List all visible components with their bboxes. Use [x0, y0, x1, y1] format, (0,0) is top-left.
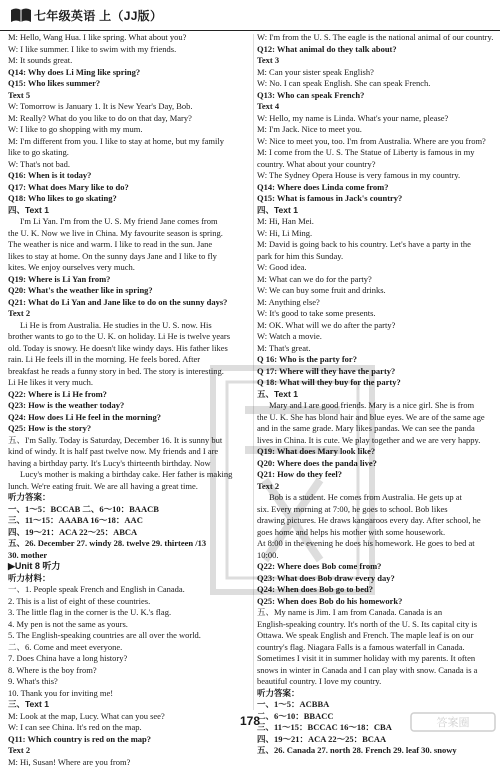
left-line: breakfast he reads a funny story in bed. The story is interesting.	[8, 366, 251, 378]
right-line: Q23: What does Bob draw every day?	[257, 573, 495, 585]
left-line: 7. Does China have a long history?	[8, 653, 251, 665]
left-line: Q22: Where is Li He from?	[8, 389, 251, 401]
right-line: drawing pictures. He draws kangaroos every day. After school, he	[257, 515, 495, 527]
right-line: M: Hi, Han Mei.	[257, 216, 495, 228]
right-line: beautiful country. I love my country.	[257, 676, 495, 688]
right-line: M: I come from the U. S. The Statue of Liberty is famous in my	[257, 147, 495, 159]
right-line: Q 18: What will they buy for the party?	[257, 377, 495, 389]
left-line: Lucy's mother is making a birthday cake. Her father is making	[8, 469, 251, 481]
left-column	[8, 32, 251, 768]
right-line: park for him this Sunday.	[257, 251, 495, 263]
page-number: 178	[0, 714, 500, 728]
left-line: Li He is from Australia. He studies in the U. S. now. His	[8, 320, 251, 332]
right-line: 听力答案：	[257, 688, 495, 700]
right-line: Text 2	[257, 481, 495, 493]
right-line: At 8:00 in the evening he does his homework. He goes to bed at	[257, 538, 495, 550]
right-line: M: David is going back to his country. Let's have a party in the	[257, 239, 495, 251]
left-line: Q23: How is the weather today?	[8, 400, 251, 412]
right-line: W: The Sydney Opera House is very famous in my country.	[257, 170, 495, 182]
left-line: Text 2	[8, 745, 251, 757]
right-line: Ottawa. We speak English and French. The maple leaf is on our	[257, 630, 495, 642]
right-line: Q20: Where does the panda live?	[257, 458, 495, 470]
left-line: 8. Where is the boy from?	[8, 665, 251, 677]
right-line: 10:00.	[257, 550, 495, 562]
left-line: W: That's not bad.	[8, 159, 251, 171]
column-divider	[253, 34, 254, 710]
left-line: 10. Thank you for inviting me!	[8, 688, 251, 700]
right-line: W: Watch a movie.	[257, 331, 495, 343]
right-line: M: What can we do for the party?	[257, 274, 495, 286]
left-line: Text 2	[8, 308, 251, 320]
left-line: 一、1～5：BCCAB 二、6～10：BAACB	[8, 504, 251, 516]
watermark-logo	[410, 712, 496, 732]
right-line: English-speaking country. It's north of the U. S. Its capital city is	[257, 619, 495, 631]
right-line: W: Good idea.	[257, 262, 495, 274]
right-line: 五、26. Canada 27. north 28. French 29. leaf 30. snowy	[257, 745, 495, 757]
left-line: 三、Text 1	[8, 699, 251, 711]
right-line: W: It's good to take some presents.	[257, 308, 495, 320]
header-title: 七年级英语 上（JJ版）	[34, 7, 162, 24]
left-line: 3. The little flag in the corner is the U. K.'s flag.	[8, 607, 251, 619]
right-line: six. Every morning at 7:00, he goes to school. Bob likes	[257, 504, 495, 516]
left-line: M: Hello, Wang Hua. I like spring. What about you?	[8, 32, 251, 44]
left-line: The weather is nice and warm. I like to read in the sun. Jane	[8, 239, 251, 251]
left-line: 四、19～21：ACA 22～25：ABCA	[8, 527, 251, 539]
left-line: kites. We enjoy ourselves very much.	[8, 262, 251, 274]
left-line: Q19: Where is Li Yan from?	[8, 274, 251, 286]
right-line: 四、19～21：ACA 22～25：BCAA	[257, 734, 495, 746]
watermark-text: 答案圈	[437, 716, 470, 729]
right-line: W: I'm from the U. S. The eagle is the national animal of our country.	[257, 32, 495, 44]
left-line: Q17: What does Mary like to do?	[8, 182, 251, 194]
left-line: M: Look at the map, Lucy. What can you see?	[8, 711, 251, 723]
left-line: having a birthday party. It's Lucy's thirteenth birthday. Now	[8, 458, 251, 470]
left-line: W: I like to go shopping with my mum.	[8, 124, 251, 136]
left-line: rain. Li He feels ill in the morning. He feels bored. After	[8, 354, 251, 366]
left-line: 五、26. December 27. windy 28. twelve 29. thirteen /13	[8, 538, 251, 550]
right-line: country's flag. Niagara Falls is a famous waterfall in Canada.	[257, 642, 495, 654]
left-line: W: Tomorrow is January 1. It is New Year's Day, Bob.	[8, 101, 251, 113]
left-line: Q14: Why does Li Ming like spring?	[8, 67, 251, 79]
left-line: Q16: When is it today?	[8, 170, 251, 182]
left-line: W: I can see China. It's red on the map.	[8, 722, 251, 734]
left-line: 5. The English-speaking countries are all over the world.	[8, 630, 251, 642]
left-line: brother wants to go to the U. K. on holiday. Li He is twelve years	[8, 331, 251, 343]
left-line: Q18: Who likes to go skating?	[8, 193, 251, 205]
page-header	[0, 0, 500, 31]
right-line: M: Can your sister speak English?	[257, 67, 495, 79]
right-line: lives in China. It is cute. We play together and we are very happy.	[257, 435, 495, 447]
right-line: W: No. I can speak English. She can speak French.	[257, 78, 495, 90]
right-line: Q 17: Where will they have the party?	[257, 366, 495, 378]
right-column	[257, 32, 495, 757]
right-line: W: Hello, my name is Linda. What's your name, please?	[257, 113, 495, 125]
right-line: 五、Text 1	[257, 389, 495, 401]
right-line: country. What about your country?	[257, 159, 495, 171]
right-line: 四、Text 1	[257, 205, 495, 217]
right-line: Q13: Who can speak French?	[257, 90, 495, 102]
right-line: 五、My name is Jim. I am from Canada. Canada is an	[257, 607, 495, 619]
left-line: 五、I'm Sally. Today is Saturday, December 16. It is sunny but	[8, 435, 251, 447]
right-line: snows in winter in Canada and I can play with snow. Canada is a	[257, 665, 495, 677]
left-line: Q20: What's the weather like in spring?	[8, 285, 251, 297]
right-line: 一、1～5：ACBBA	[257, 699, 495, 711]
left-line: 听力答案：	[8, 492, 251, 504]
right-line: 三、11～15：BCCAC 16～18：CBA	[257, 722, 495, 734]
right-line: Q22: Where does Bob come from?	[257, 561, 495, 573]
right-line: Q21: How do they feel?	[257, 469, 495, 481]
right-line: W: We can buy some fruit and drinks.	[257, 285, 495, 297]
left-line: Q25: How is the story?	[8, 423, 251, 435]
left-line: like to go skating.	[8, 147, 251, 159]
left-line: I'm Li Yan. I'm from the U. S. My friend Jane comes from	[8, 216, 251, 228]
left-line: 30. mother	[8, 550, 251, 562]
right-line: Q19: What does Mary look like?	[257, 446, 495, 458]
left-line: M: Really? What do you like to do on that day, Mary?	[8, 113, 251, 125]
book-logo-icon	[10, 6, 32, 24]
left-line: W: I like summer. I like to swim with my friends.	[8, 44, 251, 56]
right-line: the U. K. She has blond hair and blue eyes. We are of the same age	[257, 412, 495, 424]
right-line: Text 4	[257, 101, 495, 113]
left-line: 一、1. People speak French and English in Canada.	[8, 584, 251, 596]
left-line: 四、Text 1	[8, 205, 251, 217]
right-line: and in the same grade. Mary likes pandas. We can see the panda	[257, 423, 495, 435]
right-line: M: Anything else?	[257, 297, 495, 309]
left-line: 2. This is a list of eight of these countries.	[8, 596, 251, 608]
right-line: Sometimes I visit it in summer holiday with my parents. It often	[257, 653, 495, 665]
right-line: W: Hi, Li Ming.	[257, 228, 495, 240]
right-line: M: OK. What will we do after the party?	[257, 320, 495, 332]
left-line: Li He likes it very much.	[8, 377, 251, 389]
left-line: 4. My pen is not the same as yours.	[8, 619, 251, 631]
left-line: lunch. We're eating fruit. We are all having a great time.	[8, 481, 251, 493]
left-line: M: Hi, Susan! Where are you from?	[8, 757, 251, 768]
left-line: 听力材料：	[8, 573, 251, 585]
left-line: Q15: Who likes summer?	[8, 78, 251, 90]
right-line: Q25: When does Bob do his homework?	[257, 596, 495, 608]
left-line: Q11: Which country is red on the map?	[8, 734, 251, 746]
right-line: Q15: What is famous in Jack's country?	[257, 193, 495, 205]
left-line: 三、11～15：AAABA 16～18：AAC	[8, 515, 251, 527]
left-line: Q21: What do Li Yan and Jane like to do on the sunny days?	[8, 297, 251, 309]
left-line: ▶Unit 8 听力	[8, 561, 251, 573]
right-line: M: That's great.	[257, 343, 495, 355]
right-line: Mary and I are good friends. Mary is a nice girl. She is from	[257, 400, 495, 412]
right-line: Q24: When does Bob go to bed?	[257, 584, 495, 596]
left-line: 二、6. Come and meet everyone.	[8, 642, 251, 654]
left-line: M: I'm different from you. I like to stay at home, but my family	[8, 136, 251, 148]
left-line: Text 5	[8, 90, 251, 102]
right-line: Q14: Where does Linda come from?	[257, 182, 495, 194]
right-line: Text 3	[257, 55, 495, 67]
left-line: M: It sounds great.	[8, 55, 251, 67]
left-line: 9. What's this?	[8, 676, 251, 688]
left-line: kind of windy. It is half past twelve now. My friends and I are	[8, 446, 251, 458]
right-line: 二、6～10：BBACC	[257, 711, 495, 723]
right-line: M: I'm Jack. Nice to meet you.	[257, 124, 495, 136]
left-line: old. Today is snowy. He doesn't like windy days. His father likes	[8, 343, 251, 355]
left-line: Q24: How does Li He feel in the morning?	[8, 412, 251, 424]
left-line: the U. K. Now we live in China. My favourite season is spring.	[8, 228, 251, 240]
right-line: Q12: What animal do they talk about?	[257, 44, 495, 56]
right-line: goes home and helps his mother with some housework.	[257, 527, 495, 539]
right-line: W: Nice to meet you, too. I'm from Australia. Where are you from?	[257, 136, 495, 148]
left-line: likes to stay at home. On the sunny days Jane and I like to fly	[8, 251, 251, 263]
right-line: Q 16: Who is the party for?	[257, 354, 495, 366]
right-line: Bob is a student. He comes from Australia. He gets up at	[257, 492, 495, 504]
